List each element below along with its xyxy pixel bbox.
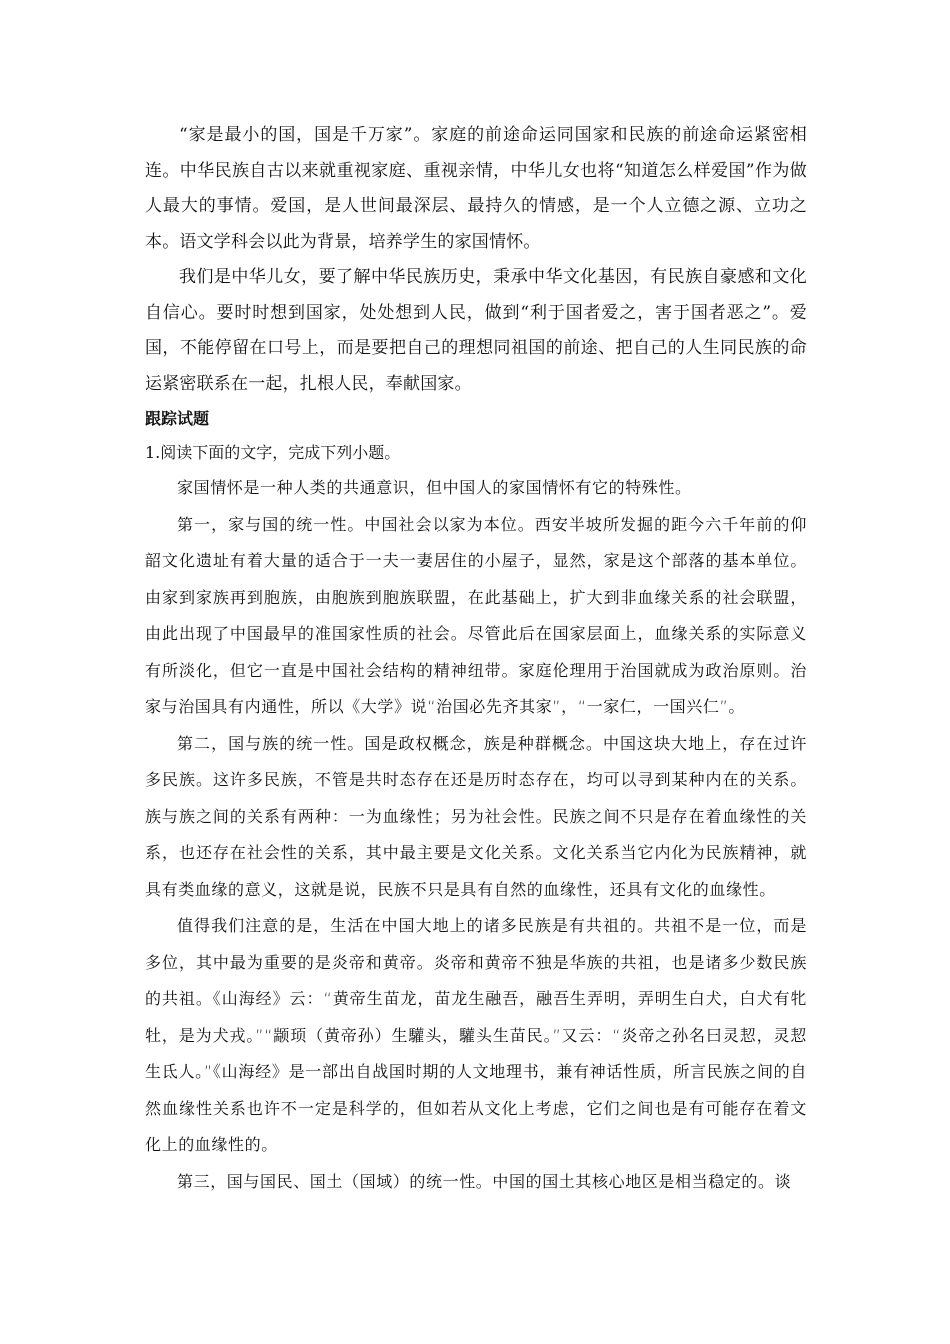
- passage-paragraph-5: 第三，国与国民、国土（国域）的统一性。中国的国土其核心地区是相当稳定的。谈: [177, 1171, 792, 1191]
- intro-section: [145, 118, 807, 402]
- intro-paragraph-2: 我们是中华儿女，要了解中华民族历史，秉承中华文化基因，有民族自豪感和文化自信心。要时时想到国家，处处想到人民，做到“利于国者爱之，害于国者恶之”。爱国，不能停留在口号上，而是要把自己的理想同祖国的前途、把自己的人生同民族的命运紧密联系在一起，扎根人民，奉献国家。: [145, 267, 807, 394]
- intro-paragraph-1: “家是最小的国，国是千万家”。家庭的前途命运同国家和民族的前途命运紧密相连。中华民族自古以来就重视家庭、重视亲情，中华儿女也将“知道怎么样爱国”作为做人最大的事情。爱国，是人世间最深层、最持久的情感，是一个人立德之源、立功之本。语文学科会以此为背景，培养学生的家国情怀。: [145, 125, 807, 252]
- passage-paragraph-1: 家国情怀是一种人类的共通意识，但中国人的家国情怀有它的特殊性。: [177, 478, 692, 497]
- reading-passage: [145, 470, 807, 1200]
- passage-paragraph-3: 第二，国与族的统一性。国是政权概念，族是种群概念。中国这块大地上，存在过许多民族。这许多民族，不管是共时态存在还是历时态存在，均可以寻到某种内在的关系。族与族之间的关系有两种：一为血缘性；另为社会性。民族之间不只是存在着血缘性的关系，也还存在社会性的关系，其中最主要是文化关系。文化关系当它内化为民族精神，就具有类血缘的意义，这就是说，民族不只是具有自然的血缘性，还具有文化的血缘性。: [145, 733, 807, 899]
- question-label: 1.阅读下面的文字，完成下列小题。: [145, 443, 401, 462]
- passage-paragraph-4: 值得我们注意的是，生活在中国大地上的诸多民族是有共祖的。共祖不是一位，而是多位，其中最为重要的是炎帝和黄帝。炎帝和黄帝不独是华族的共祖，也是诸多少数民族的共祖。《山海经》云：“黄帝生苗龙，苗龙生融吾，融吾生弄明，弄明生白犬，白犬有牝牡，是为犬戎。”“颛顼（黄帝孙）生驩头，驩头生苗民。”又云：“炎帝之孙名曰灵恝，灵恝生氐人。”《山海经》是一部出自战国时期的人文地理书，兼有神话性质，所言民族之间的自然血缘性关系也许不一定是科学的，但如若从文化上考虑，它们之间也是有可能存在着文化上的血缘性的。: [145, 916, 807, 1154]
- passage-paragraph-2: 第一，家与国的统一性。中国社会以家为本位。西安半坡所发掘的距今六千年前的仰韶文化遗址有着大量的适合于一夫一妻居住的小屋子，显然，家是这个部落的基本单位。由家到家族再到胞族，由胞族到胞族联盟，在此基础上，扩大到非血缘关系的社会联盟，由此出现了中国最早的准国家性质的社会。尽管此后在国家层面上，血缘关系的实际意义有所淡化，但它一直是中国社会结构的精神纽带。家庭伦理用于治国就成为政治原则。治家与治国具有内通性，所以《大学》说“治国必先齐其家”，“一家仁，一国兴仁”。: [145, 514, 807, 716]
- section-heading: 跟踪试题: [145, 409, 210, 428]
